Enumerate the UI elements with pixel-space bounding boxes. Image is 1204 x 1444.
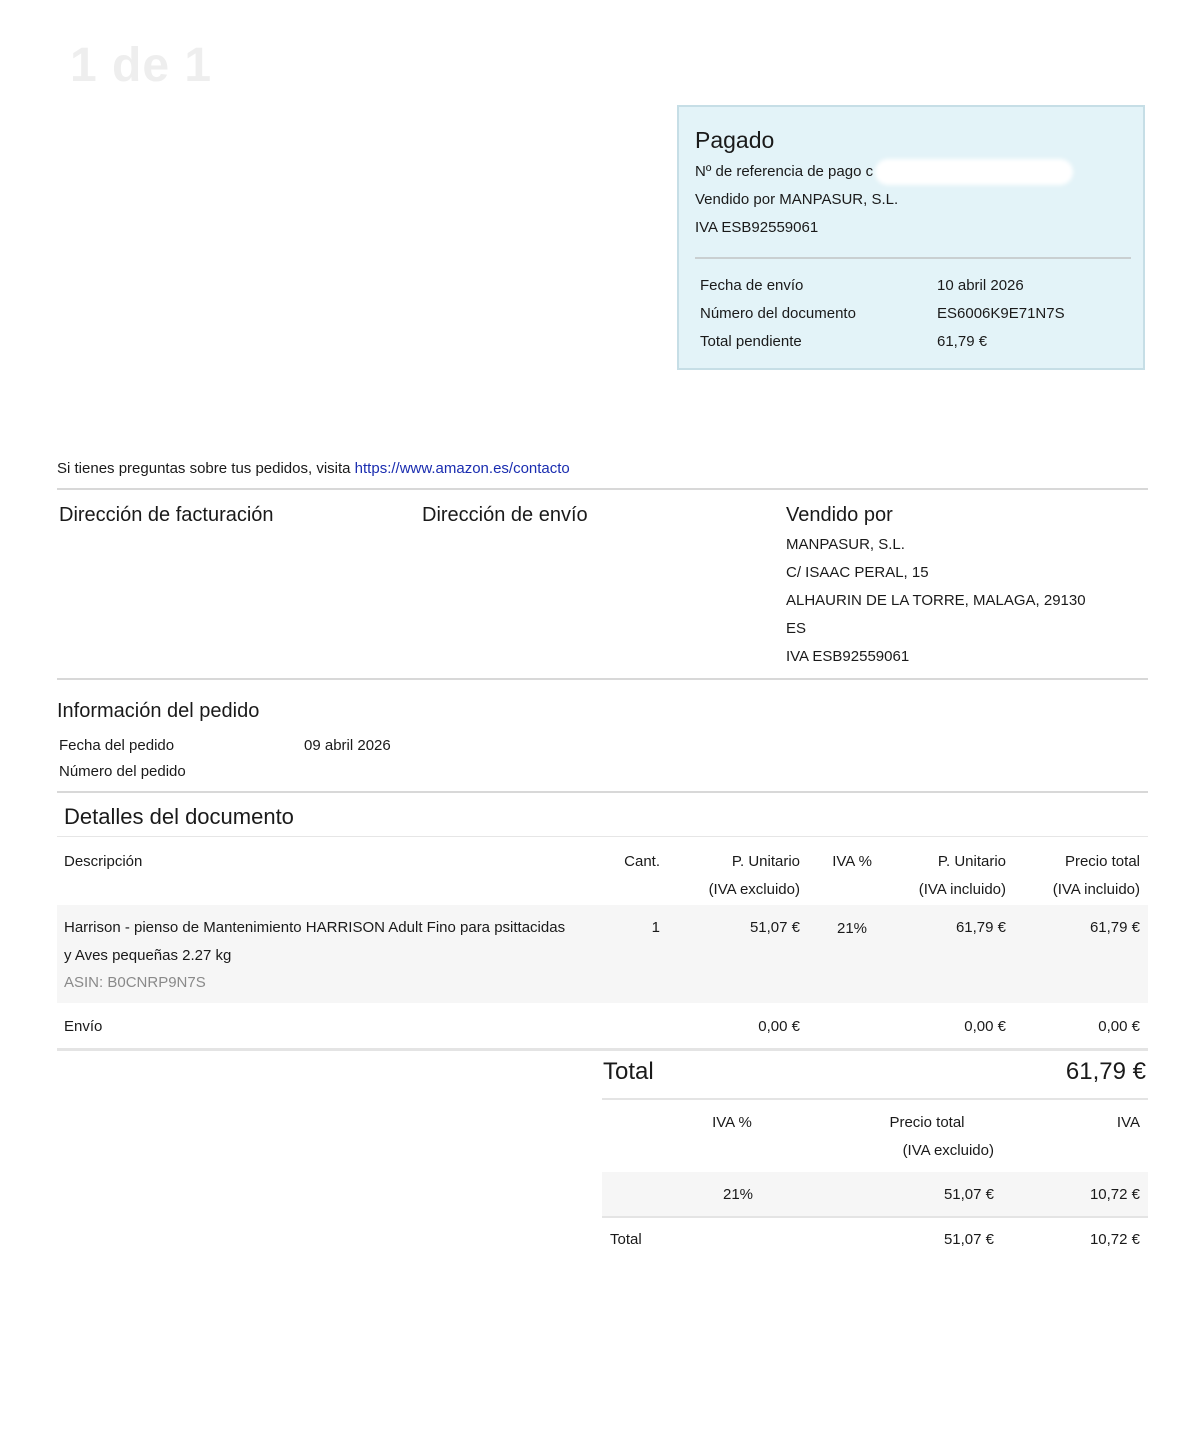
shipping-total-inc: 0,00 € <box>1098 1018 1140 1035</box>
item-description-line1: Harrison - pienso de Mantenimiento HARRISON Adult Fino para psittacidas <box>64 919 566 936</box>
document-number-value: ES6006K9E71N7S <box>937 305 1065 322</box>
col-vat: IVA % <box>832 853 872 870</box>
col-unit-ex-line2: (IVA excluido) <box>708 881 800 898</box>
col-unit-inc-line1: P. Unitario <box>937 853 1006 870</box>
shipping-date-value: 10 abril 2026 <box>937 277 1024 294</box>
item-vat: 21% <box>836 920 868 937</box>
item-asin: ASIN: B0CNRP9N7S <box>64 974 206 991</box>
shipping-address-title: Dirección de envío <box>422 504 588 526</box>
shipping-label: Envío <box>64 1018 103 1035</box>
divider <box>57 488 1148 490</box>
billing-address-title: Dirección de facturación <box>59 504 274 526</box>
seller-country: ES <box>786 620 807 637</box>
vat-summary-col-rate: IVA % <box>712 1114 752 1131</box>
divider <box>57 791 1148 793</box>
item-unit-inc: 61,79 € <box>955 919 1006 936</box>
payment-status-box <box>677 105 1145 370</box>
details-title: Detalles del documento <box>64 804 294 829</box>
divider <box>57 836 1148 837</box>
seller-city: ALHAURIN DE LA TORRE, MALAGA, 29130 <box>786 592 1086 609</box>
vat-summary-rate: 21% <box>722 1186 754 1203</box>
col-qty: Cant. <box>624 853 660 870</box>
page-counter: 1 de 1 <box>70 39 213 92</box>
divider <box>57 678 1148 680</box>
order-number-label: Número del pedido <box>59 763 186 780</box>
divider <box>602 1216 1148 1218</box>
grand-total-label: Total <box>603 1058 654 1085</box>
shipping-date-label: Fecha de envío <box>700 277 804 294</box>
divider <box>57 1048 1148 1051</box>
item-qty: 1 <box>651 919 660 936</box>
sold-by-line: Vendido por MANPASUR, S.L. <box>695 191 899 208</box>
seller-name: MANPASUR, S.L. <box>786 536 905 553</box>
seller-title: Vendido por <box>786 504 893 526</box>
vat-summary-vat-sum: 10,72 € <box>1089 1231 1140 1248</box>
item-total-inc: 61,79 € <box>1089 919 1140 936</box>
vat-number-line: IVA ESB92559061 <box>695 219 819 236</box>
vat-summary-col-total-ex <box>860 1109 994 1165</box>
vat-summary-total-ex: 51,07 € <box>943 1186 994 1203</box>
redaction-mark <box>875 159 1073 185</box>
col-unit-ex <box>660 848 800 904</box>
contact-line <box>57 460 570 477</box>
divider <box>695 257 1131 259</box>
grand-total-value: 61,79 € <box>1065 1058 1146 1085</box>
col-total-inc-line2: (IVA incluido) <box>1052 881 1140 898</box>
col-unit-inc-line2: (IVA incluido) <box>918 881 1006 898</box>
item-description-line2: y Aves pequeñas 2.27 kg <box>64 947 232 964</box>
vat-summary-col-total-ex-line1: Precio total <box>889 1114 965 1131</box>
col-unit-ex-line1: P. Unitario <box>731 853 800 870</box>
vat-summary-vat: 10,72 € <box>1089 1186 1140 1203</box>
col-total-inc-line1: Precio total <box>1064 853 1140 870</box>
contact-link[interactable]: https://www.amazon.es/contacto <box>354 460 570 477</box>
col-total-inc <box>1006 848 1140 904</box>
vat-summary-total-ex-sum: 51,07 € <box>943 1231 994 1248</box>
shipping-unit-inc: 0,00 € <box>964 1018 1006 1035</box>
order-date-value: 09 abril 2026 <box>304 737 391 754</box>
payment-reference: Nº de referencia de pago c <box>695 163 874 180</box>
divider <box>602 1098 1148 1100</box>
order-info-title: Información del pedido <box>57 700 260 722</box>
pending-total-value: 61,79 € <box>937 333 988 350</box>
seller-vat: IVA ESB92559061 <box>786 648 910 665</box>
contact-text: Si tienes preguntas sobre tus pedidos, visita <box>57 460 355 477</box>
document-number-label: Número del documento <box>700 305 856 322</box>
order-date-label: Fecha del pedido <box>59 737 175 754</box>
col-unit-inc <box>872 848 1006 904</box>
payment-status: Pagado <box>695 127 775 153</box>
vat-summary-col-vat: IVA <box>1116 1114 1140 1131</box>
pending-total-label: Total pendiente <box>700 333 802 350</box>
vat-summary-total-label: Total <box>610 1231 642 1248</box>
seller-street: C/ ISAAC PERAL, 15 <box>786 564 929 581</box>
item-unit-ex: 51,07 € <box>749 919 800 936</box>
col-description: Descripción <box>64 853 143 870</box>
shipping-unit-ex: 0,00 € <box>758 1018 800 1035</box>
vat-summary-col-total-ex-line2: (IVA excluido) <box>902 1142 994 1159</box>
